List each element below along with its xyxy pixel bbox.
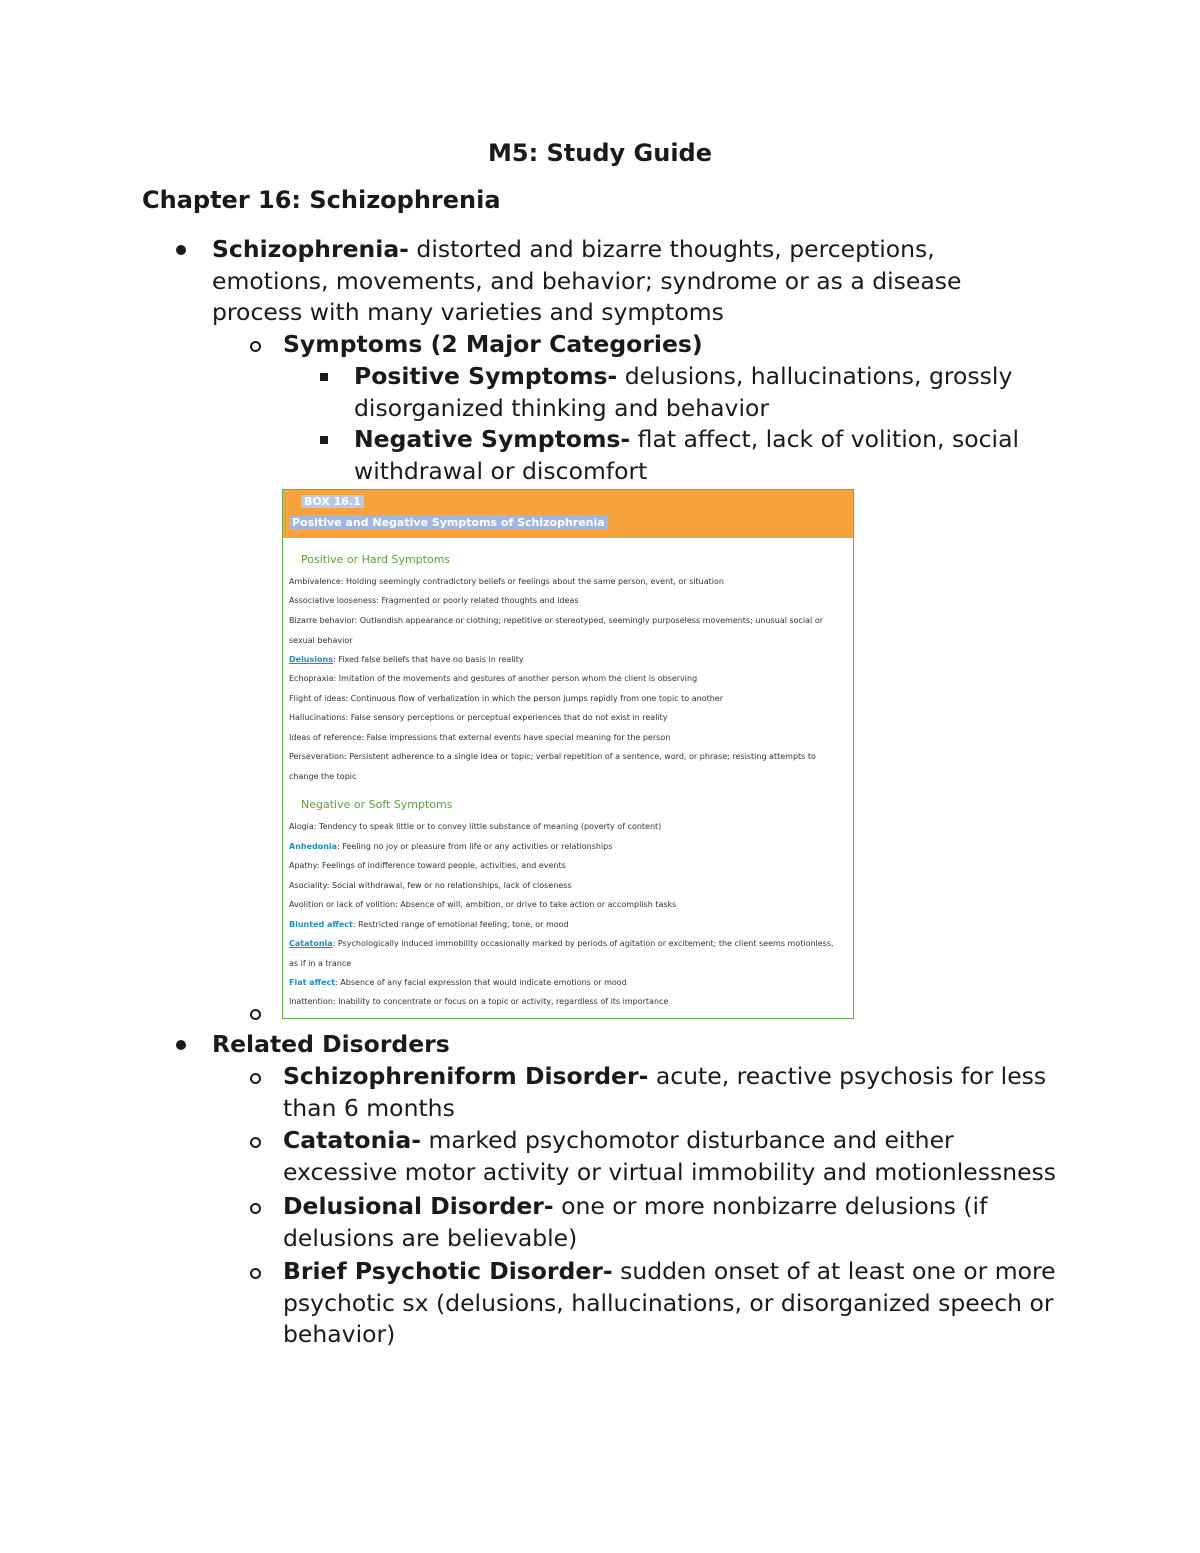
chapter-heading: Chapter 16: Schizophrenia xyxy=(142,186,501,214)
circle-bullet xyxy=(250,341,261,352)
negative-section-heading: Negative or Soft Symptoms xyxy=(301,798,453,811)
box-item: Catatonia: Psychologically induced immobility occasionally marked by periods of agitation or excitement; the client seems motionless, as if in a trance xyxy=(289,939,834,968)
disc-bullet xyxy=(176,1040,186,1050)
related-item: Brief Psychotic Disorder- sudden onset of at least one or more psychotic sx (delusions, hallucinations, or disorganized speech or behavior) xyxy=(283,1257,1056,1348)
term-positive-symptoms: Positive Symptoms- xyxy=(354,362,618,390)
box-item: Inattention: Inability to concentrate or focus on a topic or activity, regardless of its importance xyxy=(289,997,669,1006)
box-item: Delusions: Fixed false beliefs that have no basis in reality xyxy=(289,655,524,664)
box-item: Blunted affect: Restricted range of emotional feeling, tone, or mood xyxy=(289,920,569,929)
definition-text: distorted and bizarre thoughts, perceptions, emotions, movements, and behavior; syndrome or as a disease process with many varieties and symptoms xyxy=(212,235,962,326)
box-item: Anhedonia: Feeling no joy or pleasure from life or any activities or relationships xyxy=(289,842,613,851)
box-item: Alogia: Tendency to speak little or to convey little substance of meaning (poverty of content) xyxy=(289,822,662,831)
term-schizophrenia: Schizophrenia- xyxy=(212,235,409,263)
box-title: Positive and Negative Symptoms of Schizophrenia xyxy=(289,515,608,530)
box-item: Associative looseness: Fragmented or poorly related thoughts and ideas xyxy=(289,596,579,605)
box-item: Ambivalence: Holding seemingly contradictory beliefs or feelings about the same person, event, or situation xyxy=(289,577,724,586)
positive-section-heading: Positive or Hard Symptoms xyxy=(301,553,451,566)
box-item: Apathy: Feelings of indifference toward people, activities, and events xyxy=(289,861,566,870)
related-item: Delusional Disorder- one or more nonbizarre delusions (if delusions are believable) xyxy=(283,1192,988,1252)
related-item: Schizophreniform Disorder- acute, reactive psychosis for less than 6 months xyxy=(283,1062,1047,1122)
square-bullet xyxy=(320,373,328,381)
box-item: Ideas of reference: False impressions that external events have special meaning for the person xyxy=(289,733,671,742)
circle-bullet xyxy=(250,1073,261,1084)
box-label: BOX 16.1 xyxy=(301,495,364,508)
box-item: Echopraxia: Imitation of the movements and gestures of another person whom the client is observing xyxy=(289,674,698,683)
disc-bullet xyxy=(176,245,186,255)
negative-symptoms: Negative Symptoms- flat affect, lack of volition, social withdrawal or discomfort xyxy=(354,425,1020,485)
box-item: Flight of ideas: Continuous flow of verbalization in which the person jumps rapidly from one topic to another xyxy=(289,694,723,703)
schizophrenia-definition xyxy=(212,234,1002,329)
box-item: Hallucinations: False sensory perceptions or perceptual experiences that do not exist in reality xyxy=(289,713,668,722)
box-item: Bizarre behavior: Outlandish appearance or clothing; repetitive or stereotyped, seemingly purposeless movements; unusual social or sexual behavior xyxy=(289,616,823,645)
term-negative-symptoms: Negative Symptoms- xyxy=(354,425,631,453)
circle-bullet xyxy=(250,1009,261,1020)
circle-bullet xyxy=(250,1268,261,1279)
box-item: Flat affect: Absence of any facial expression that would indicate emotions or mood xyxy=(289,978,627,987)
circle-bullet xyxy=(250,1203,261,1214)
positive-symptoms: Positive Symptoms- delusions, hallucinations, grossly disorganized thinking and behavior xyxy=(354,362,1013,422)
box-header xyxy=(283,490,853,538)
related-disorders-heading: Related Disorders xyxy=(212,1030,450,1058)
related-item: Catatonia- marked psychomotor disturbance and either excessive motor activity or virtual immobility and motionlessness xyxy=(283,1126,1057,1186)
box-item: Asociality: Social withdrawal, few or no relationships, lack of closeness xyxy=(289,881,572,890)
page-title: M5: Study Guide xyxy=(487,139,713,167)
box-item: Perseveration: Persistent adherence to a single idea or topic; verbal repetition of a sentence, word, or phrase; resisting attempts to change the topic xyxy=(289,752,816,781)
square-bullet xyxy=(320,436,328,444)
box-item: Avolition or lack of volition: Absence of will, ambition, or drive to take action or accomplish tasks xyxy=(289,900,677,909)
circle-bullet xyxy=(250,1137,261,1148)
symptoms-heading: Symptoms (2 Major Categories) xyxy=(283,330,703,358)
box-16-1-figure xyxy=(282,489,854,1019)
